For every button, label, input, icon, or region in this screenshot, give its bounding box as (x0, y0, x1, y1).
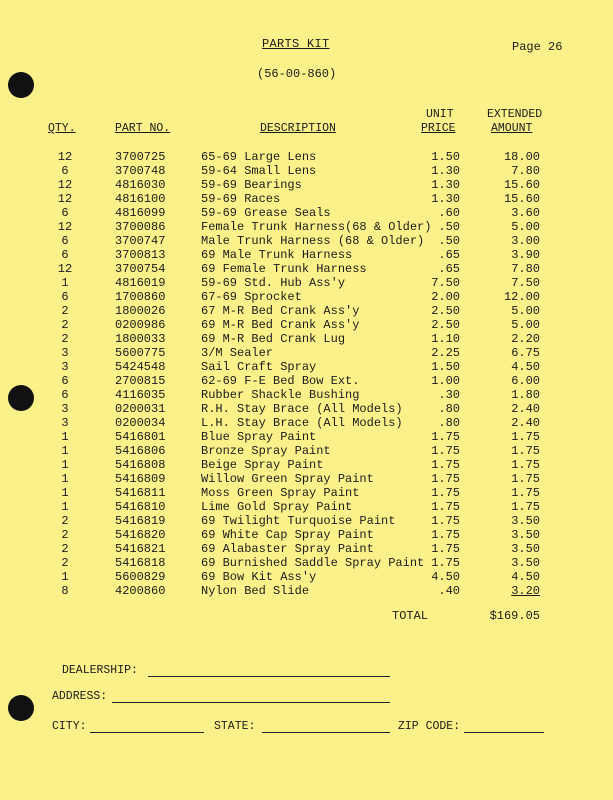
part-number-cell: 4816100 (115, 192, 166, 206)
part-number-cell: 3700086 (115, 220, 166, 234)
part-number-cell: 5600829 (115, 570, 166, 584)
qty-cell: 1 (61, 486, 69, 500)
table-row (0, 458, 613, 472)
description-cell: Moss Green Spray Paint (201, 486, 360, 500)
part-number-cell: 4816019 (115, 276, 166, 290)
table-row (0, 192, 613, 206)
amount-cell: 1.75 (511, 430, 540, 444)
amount-cell: 2.40 (511, 416, 540, 430)
page-number: Page 26 (512, 40, 563, 54)
amount-cell: 15.60 (503, 192, 540, 206)
amount-cell: 15.60 (503, 178, 540, 192)
qty-cell: 6 (61, 248, 69, 262)
amount-cell: 3.60 (511, 206, 540, 220)
unit-price-cell: 1.75 (431, 444, 460, 458)
description-cell: Nylon Bed Slide (201, 584, 310, 598)
table-row (0, 248, 613, 262)
amount-cell: 6.00 (511, 374, 540, 388)
part-number-cell: 5416818 (115, 556, 166, 570)
amount-cell: 1.75 (511, 444, 540, 458)
part-number-cell: 2700815 (115, 374, 166, 388)
amount-cell: 4.50 (511, 360, 540, 374)
table-row (0, 486, 613, 500)
amount-cell: 12.00 (503, 290, 540, 304)
amount-cell: 7.80 (511, 262, 540, 276)
unit-price-cell: 1.10 (431, 332, 460, 346)
description-cell: 69 Female Trunk Harness (201, 262, 367, 276)
description-cell: L.H. Stay Brace (All Models) (201, 416, 403, 430)
unit-price-cell: .50 (438, 220, 460, 234)
part-number-cell: 5416819 (115, 514, 166, 528)
unit-price-cell: 1.30 (431, 178, 460, 192)
table-row (0, 304, 613, 318)
amount-cell: 1.75 (511, 500, 540, 514)
description-cell: 59-69 Grease Seals (201, 206, 331, 220)
punch-hole-bottom (8, 695, 34, 721)
table-row (0, 346, 613, 360)
table-row (0, 444, 613, 458)
column-header-price: PRICE (421, 122, 456, 135)
description-cell: 69 Burnished Saddle Spray Paint (201, 556, 425, 570)
zip-code-label: ZIP CODE: (398, 720, 461, 733)
qty-cell: 6 (61, 234, 69, 248)
qty-cell: 6 (61, 290, 69, 304)
table-row (0, 164, 613, 178)
description-cell: Lime Gold Spray Paint (201, 500, 353, 514)
table-row (0, 206, 613, 220)
description-cell: R.H. Stay Brace (All Models) (201, 402, 403, 416)
part-number-cell: 5416810 (115, 500, 166, 514)
unit-price-cell: 1.75 (431, 472, 460, 486)
kit-number: (56-00-860) (257, 67, 337, 81)
unit-price-cell: 7.50 (431, 276, 460, 290)
table-row (0, 332, 613, 346)
amount-cell: 1.75 (511, 458, 540, 472)
description-cell: Male Trunk Harness (68 & Older) (201, 234, 425, 248)
table-row (0, 570, 613, 584)
description-cell: 69 M-R Bed Crank Ass'y (201, 318, 360, 332)
qty-cell: 6 (61, 388, 69, 402)
column-header-qty: QTY. (48, 122, 76, 135)
total-label: TOTAL (392, 609, 429, 623)
part-number-cell: 5416806 (115, 444, 166, 458)
part-number-cell: 0200031 (115, 402, 166, 416)
description-cell: 69 Male Trunk Harness (201, 248, 353, 262)
part-number-cell: 0200986 (115, 318, 166, 332)
column-header-description: DESCRIPTION (260, 122, 336, 135)
qty-cell: 2 (61, 556, 69, 570)
part-number-cell: 4816030 (115, 178, 166, 192)
table-row (0, 528, 613, 542)
part-number-cell: 1800026 (115, 304, 166, 318)
unit-price-cell: .65 (438, 248, 460, 262)
amount-cell: 1.80 (511, 388, 540, 402)
part-number-cell: 4816099 (115, 206, 166, 220)
unit-price-cell: 1.75 (431, 542, 460, 556)
unit-price-cell: 2.25 (431, 346, 460, 360)
unit-price-cell: 1.30 (431, 192, 460, 206)
state-field[interactable] (262, 732, 390, 733)
qty-cell: 12 (57, 150, 73, 164)
unit-price-cell: .65 (438, 262, 460, 276)
qty-cell: 6 (61, 206, 69, 220)
page-title: PARTS KIT (262, 37, 330, 51)
table-row (0, 584, 613, 598)
table-row (0, 234, 613, 248)
qty-cell: 12 (57, 220, 73, 234)
description-cell: 59-69 Races (201, 192, 281, 206)
amount-cell: 3.50 (511, 542, 540, 556)
qty-cell: 3 (61, 360, 69, 374)
table-row (0, 556, 613, 570)
table-row (0, 318, 613, 332)
part-number-cell: 3700813 (115, 248, 166, 262)
table-row (0, 388, 613, 402)
description-cell: 67-69 Sprocket (201, 290, 302, 304)
table-row (0, 262, 613, 276)
table-row (0, 374, 613, 388)
qty-cell: 1 (61, 276, 69, 290)
qty-cell: 3 (61, 402, 69, 416)
amount-cell: 3.20 (511, 584, 540, 598)
unit-price-cell: 1.75 (431, 500, 460, 514)
qty-cell: 1 (61, 458, 69, 472)
amount-cell: 1.75 (511, 486, 540, 500)
amount-cell: 6.75 (511, 346, 540, 360)
unit-price-cell: 1.00 (431, 374, 460, 388)
qty-cell: 2 (61, 318, 69, 332)
part-number-cell: 5416808 (115, 458, 166, 472)
part-number-cell: 5416801 (115, 430, 166, 444)
part-number-cell: 1700860 (115, 290, 166, 304)
part-number-cell: 1800033 (115, 332, 166, 346)
unit-price-cell: .80 (438, 402, 460, 416)
description-cell: Sail Craft Spray (201, 360, 317, 374)
qty-cell: 6 (61, 374, 69, 388)
description-cell: Willow Green Spray Paint (201, 472, 374, 486)
amount-cell: 2.20 (511, 332, 540, 346)
amount-cell: 7.50 (511, 276, 540, 290)
dealership-label: DEALERSHIP: (62, 664, 138, 677)
unit-price-cell: 1.50 (431, 150, 460, 164)
qty-cell: 1 (61, 570, 69, 584)
part-number-cell: 3700754 (115, 262, 166, 276)
description-cell: 62-69 F-E Bed Bow Ext. (201, 374, 360, 388)
unit-price-cell: 1.75 (431, 528, 460, 542)
unit-price-cell: 1.75 (431, 486, 460, 500)
amount-cell: 18.00 (503, 150, 540, 164)
city-label: CITY: (52, 720, 87, 733)
address-label: ADDRESS: (52, 690, 108, 703)
unit-price-cell: 1.75 (431, 514, 460, 528)
unit-price-cell: .80 (438, 416, 460, 430)
table-row (0, 402, 613, 416)
column-header-extended: EXTENDED (487, 108, 543, 121)
table-row (0, 416, 613, 430)
amount-cell: 3.00 (511, 234, 540, 248)
city-field[interactable] (90, 732, 204, 733)
table-row (0, 500, 613, 514)
unit-price-cell: .30 (438, 388, 460, 402)
unit-price-cell: 2.50 (431, 318, 460, 332)
qty-cell: 1 (61, 472, 69, 486)
description-cell: 65-69 Large Lens (201, 150, 317, 164)
qty-cell: 1 (61, 430, 69, 444)
amount-cell: 5.00 (511, 304, 540, 318)
unit-price-cell: 1.75 (431, 556, 460, 570)
amount-cell: 3.90 (511, 248, 540, 262)
total-value: $169.05 (489, 609, 540, 623)
description-cell: 59-69 Std. Hub Ass'y (201, 276, 346, 290)
part-number-cell: 5416809 (115, 472, 166, 486)
unit-price-cell: 1.30 (431, 164, 460, 178)
column-header-amount: AMOUNT (491, 122, 533, 135)
description-cell: 69 White Cap Spray Paint (201, 528, 374, 542)
description-cell: Rubber Shackle Bushing (201, 388, 360, 402)
qty-cell: 12 (57, 192, 73, 206)
part-number-cell: 0200034 (115, 416, 166, 430)
state-label: STATE: (214, 720, 256, 733)
amount-cell: 3.50 (511, 514, 540, 528)
column-header-part-no: PART NO. (115, 122, 171, 135)
unit-price-cell: .50 (438, 234, 460, 248)
qty-cell: 2 (61, 304, 69, 318)
table-row (0, 220, 613, 234)
unit-price-cell: .40 (438, 584, 460, 598)
description-cell: 69 Bow Kit Ass'y (201, 570, 317, 584)
table-row (0, 472, 613, 486)
part-number-cell: 3700747 (115, 234, 166, 248)
amount-cell: 3.50 (511, 556, 540, 570)
description-cell: Female Trunk Harness(68 & Older) (201, 220, 432, 234)
qty-cell: 12 (57, 178, 73, 192)
column-header-unit: UNIT (426, 108, 454, 121)
punch-hole-top (8, 72, 34, 98)
qty-cell: 2 (61, 528, 69, 542)
part-number-cell: 4200860 (115, 584, 166, 598)
table-row (0, 430, 613, 444)
qty-cell: 3 (61, 346, 69, 360)
qty-cell: 12 (57, 262, 73, 276)
description-cell: 59-64 Small Lens (201, 164, 317, 178)
qty-cell: 2 (61, 332, 69, 346)
description-cell: 3/M Sealer (201, 346, 274, 360)
table-row (0, 542, 613, 556)
description-cell: 69 Twilight Turquoise Paint (201, 514, 396, 528)
qty-cell: 6 (61, 164, 69, 178)
description-cell: Bronze Spray Paint (201, 444, 331, 458)
description-cell: Blue Spray Paint (201, 430, 317, 444)
part-number-cell: 5600775 (115, 346, 166, 360)
description-cell: 59-69 Bearings (201, 178, 302, 192)
qty-cell: 3 (61, 416, 69, 430)
zip-code-field[interactable] (464, 732, 544, 733)
description-cell: Beige Spray Paint (201, 458, 324, 472)
address-field[interactable] (112, 702, 390, 703)
qty-cell: 2 (61, 542, 69, 556)
table-row (0, 150, 613, 164)
table-row (0, 514, 613, 528)
unit-price-cell: 1.75 (431, 430, 460, 444)
dealership-field[interactable] (148, 676, 390, 677)
unit-price-cell: 2.00 (431, 290, 460, 304)
part-number-cell: 5416811 (115, 486, 166, 500)
description-cell: 69 M-R Bed Crank Lug (201, 332, 346, 346)
unit-price-cell: 1.75 (431, 458, 460, 472)
part-number-cell: 3700748 (115, 164, 166, 178)
qty-cell: 2 (61, 514, 69, 528)
qty-cell: 1 (61, 444, 69, 458)
amount-cell: 3.50 (511, 528, 540, 542)
part-number-cell: 5416820 (115, 528, 166, 542)
amount-cell: 2.40 (511, 402, 540, 416)
table-row (0, 290, 613, 304)
qty-cell: 8 (61, 584, 69, 598)
part-number-cell: 5416821 (115, 542, 166, 556)
amount-cell: 5.00 (511, 220, 540, 234)
part-number-cell: 3700725 (115, 150, 166, 164)
table-row (0, 360, 613, 374)
unit-price-cell: .60 (438, 206, 460, 220)
part-number-cell: 5424548 (115, 360, 166, 374)
amount-cell: 4.50 (511, 570, 540, 584)
qty-cell: 1 (61, 500, 69, 514)
unit-price-cell: 2.50 (431, 304, 460, 318)
unit-price-cell: 4.50 (431, 570, 460, 584)
table-row (0, 178, 613, 192)
description-cell: 67 M-R Bed Crank Ass'y (201, 304, 360, 318)
part-number-cell: 4116035 (115, 388, 166, 402)
amount-cell: 7.80 (511, 164, 540, 178)
unit-price-cell: 1.50 (431, 360, 460, 374)
amount-cell: 5.00 (511, 318, 540, 332)
table-row (0, 276, 613, 290)
amount-cell: 1.75 (511, 472, 540, 486)
description-cell: 69 Alabaster Spray Paint (201, 542, 374, 556)
